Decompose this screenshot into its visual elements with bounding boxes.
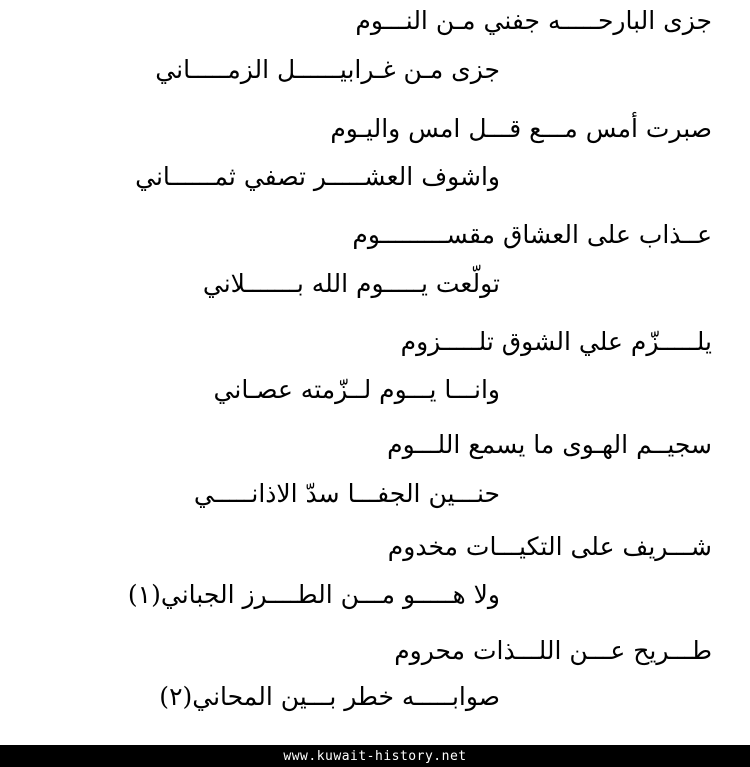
verse-1-second-hemistich: جزى مـن غـرابيــــــل الزمـــــاني: [155, 55, 500, 84]
verse-5-first-hemistich: سجيــم الهـوى ما يسمع اللـــوم: [387, 430, 712, 459]
site-url[interactable]: www.kuwait-history.net: [283, 748, 467, 764]
verse-2-first-hemistich: صبرت أمس مـــع قـــل امس واليـوم: [330, 114, 712, 143]
verse-7-second-hemistich: صوابـــــه خطر بـــين المحاني(٢): [159, 682, 500, 711]
verse-2-second-hemistich: واشوف العشـــــر تصفي ثمــــــاني: [135, 162, 500, 191]
verse-5-second-hemistich: حنـــين الجفـــا سدّ الاذانـــــي: [193, 479, 500, 508]
verse-3-second-hemistich: تولّعت يـــــوم الله بـــــــلاني: [202, 269, 500, 298]
verse-3-first-hemistich: عــذاب على العشاق مقســـــــــوم: [352, 220, 712, 249]
footer-bar: [0, 745, 750, 767]
verse-7-first-hemistich: طـــريح عـــن اللـــذات محروم: [394, 636, 712, 665]
verse-6-first-hemistich: شـــريف على التكيـــات مخدوم: [387, 532, 712, 561]
verse-4-first-hemistich: يلـــــزّم علي الشوق تلـــــزوم: [400, 327, 712, 356]
verse-1-first-hemistich: جزى البارحـــــه جفني مـن النـــوم: [355, 6, 712, 35]
verse-6-second-hemistich: ولا هـــــو مـــن الطــــرز الجباني(١): [127, 580, 500, 609]
verse-4-second-hemistich: وانـــا يـــوم لــزّمته عصـاني: [213, 375, 500, 404]
